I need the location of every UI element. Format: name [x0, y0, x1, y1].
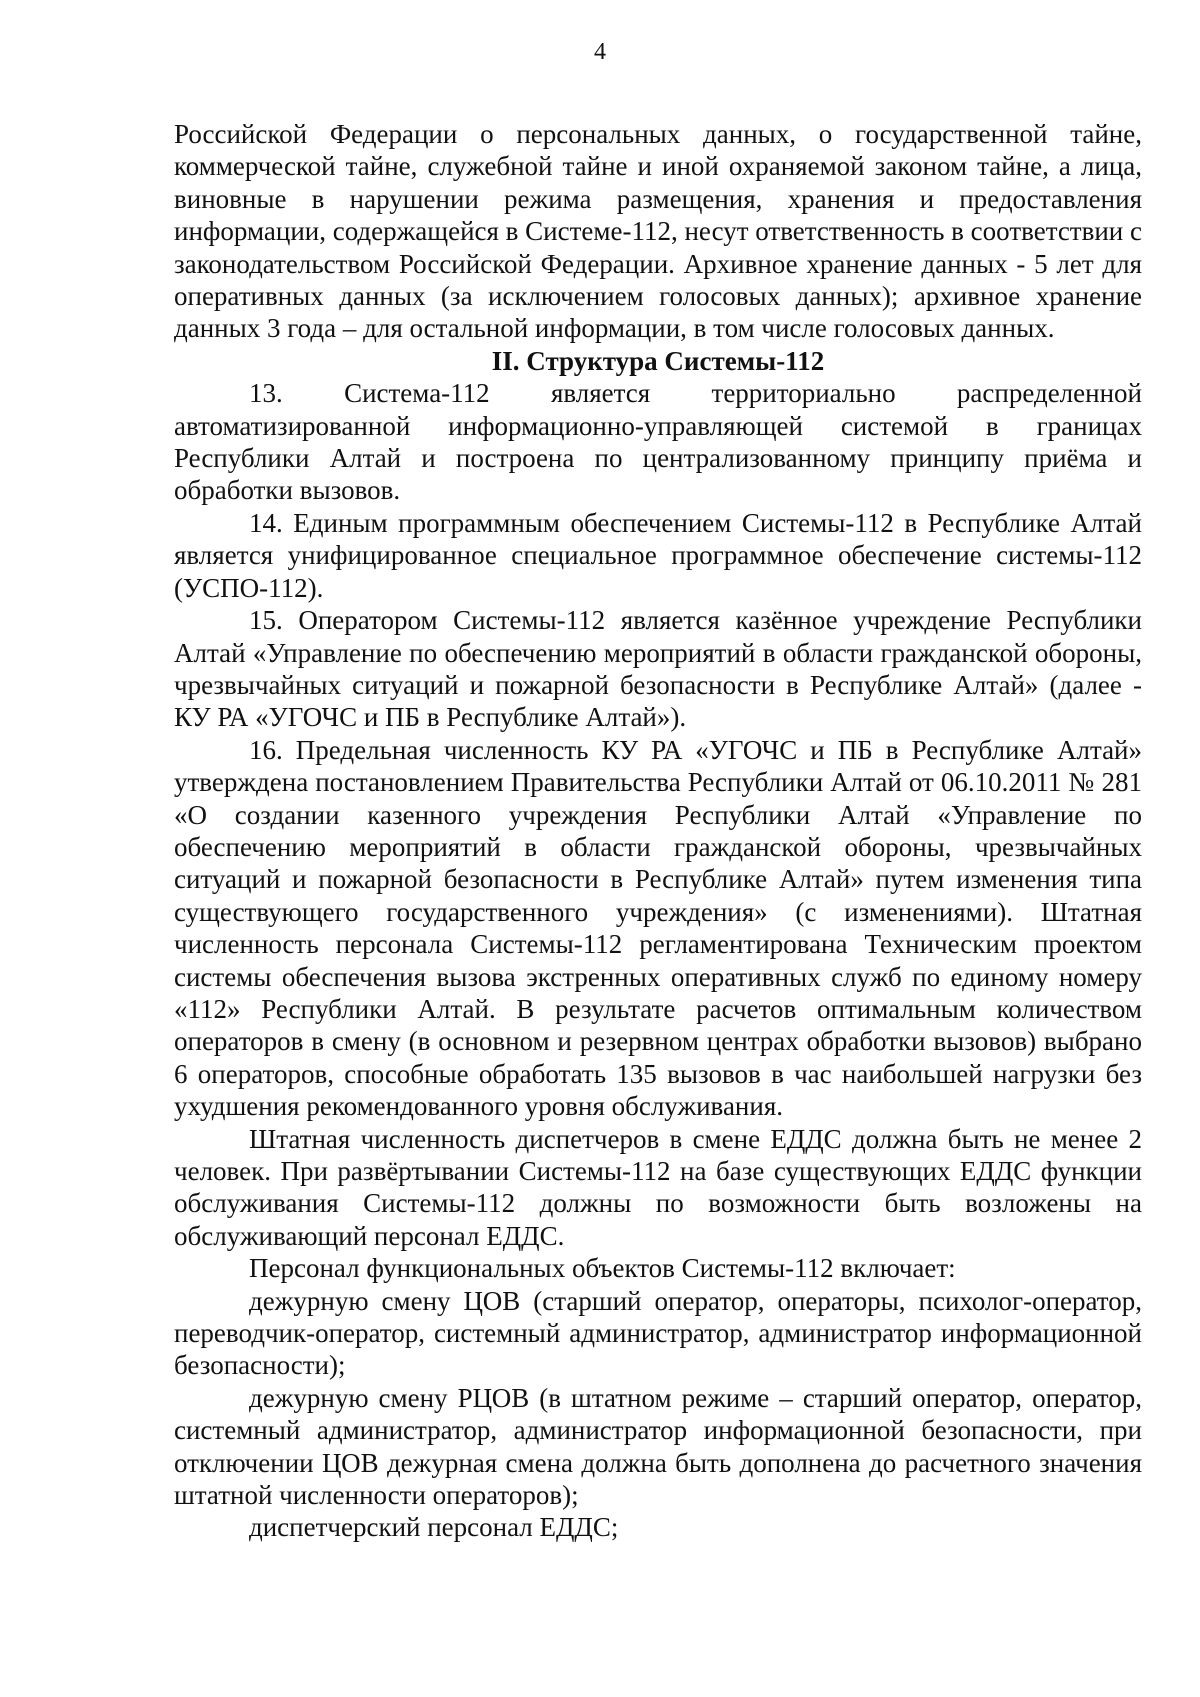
page-number: 4: [594, 39, 606, 65]
list-item-edds-staff: диспетчерский персонал ЕДДС;: [249, 1512, 619, 1543]
paragraph-13: 13. Система-112 является территориально распределенной автоматизированной информационно-управляющей системой в границах Республики Алтай и построена по централизованному принципу приёма и обработки вызовов.: [174, 378, 1142, 506]
list-item-cov-shift: дежурную смену ЦОВ (старший оператор, операторы, психолог-оператор, переводчик-оператор, системный администратор, администратор информационной безопасности);: [174, 1285, 1142, 1381]
document-body: [174, 118, 1142, 1544]
paragraph-14: 14. Единым программным обеспечением Системы-112 в Республике Алтай является унифицированное специальное программное обеспечение системы-112 (УСПО-112).: [174, 507, 1142, 603]
paragraph-16: 16. Предельная численность КУ РА «УГОЧС и ПБ в Республике Алтай» утверждена постановлением Правительства Республики Алтай от 06.10.2011 № 281 «О создании казенного учреждения Республики Алтай «Управление по обеспечению мероприятий в области гражданской обороны, чрезвычайных ситуаций и пожарной безопасности в Республике Алтай» путем изменения типа существующего государственного учреждения» (с изменениями). Штатная численность персонала Системы-112 регламентирована Техническим проектом системы обеспечения вызова экстренных оперативных служб по единому номеру «112» Республики Алтай. В результате расчетов оптимальным количеством операторов в смену (в основном и резервном центрах обработки вызовов) выбрано 6 операторов, способные обработать 135 вызовов в час наибольшей нагрузки без ухудшения рекомендованного уровня обслуживания.: [174, 734, 1142, 1122]
list-item-rcov-shift: дежурную смену РЦОВ (в штатном режиме – старший оператор, оператор, системный администратор, администратор информационной безопасности, при отключении ЦОВ дежурная смена должна быть дополнена до расчетного значения штатной численности операторов);: [174, 1382, 1142, 1511]
paragraph-15: 15. Оператором Системы-112 является казённое учреждение Республики Алтай «Управление по обеспечению мероприятий в области гражданской обороны, чрезвычайных ситуаций и пожарной безопасности в Республике Алтай» (далее - КУ РА «УГОЧС и ПБ в Республике Алтай»).: [174, 605, 1142, 733]
paragraph-personnel-intro: Персонал функциональных объектов Системы-112 включает:: [249, 1253, 956, 1284]
paragraph-continuation: Российской Федерации о персональных данных, о государственной тайне, коммерческой тайне, служебной тайне и иной охраняемой законом тайне, а лица, виновные в нарушении режима размещения, хранения и предоставления информации, содержащейся в Системе-112, несут ответственность в соответствии с законодательством Российской Федерации. Архивное хранение данных - 5 лет для оперативных данных (за исключением голосовых данных); архивное хранение данных 3 года – для остальной информации, в том числе голосовых данных.: [174, 119, 1142, 344]
paragraph-staff-edds: Штатная численность диспетчеров в смене ЕДДС должна быть не менее 2 человек. При развёртывании Системы-112 на базе существующих ЕДДС функции обслуживания Системы-112 должны по возможности быть возложены на обслуживающий персонал ЕДДС.: [174, 1123, 1142, 1251]
section-heading: II. Структура Системы-112: [491, 345, 825, 376]
